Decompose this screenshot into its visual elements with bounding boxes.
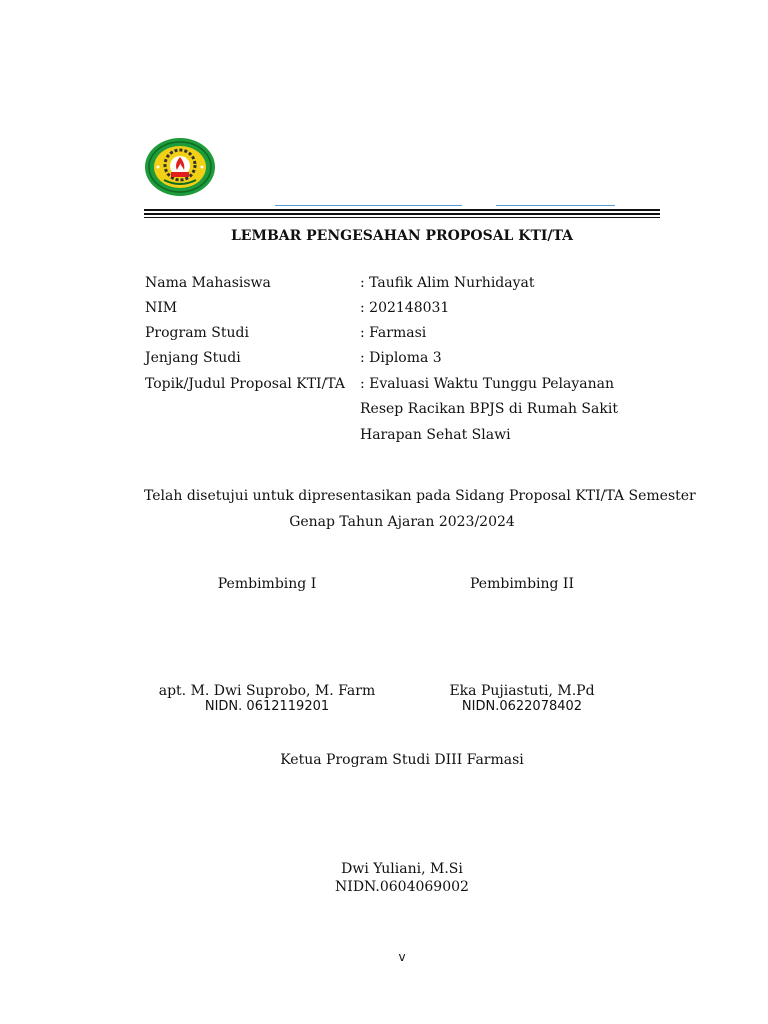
advisor2-name: Eka Pujiastuti, M.Pd	[449, 683, 595, 699]
header-link-underline	[496, 205, 615, 206]
info-label-judul: Topik/Judul Proposal KTI/TA	[145, 376, 345, 392]
header-rule	[144, 213, 660, 215]
page-title: LEMBAR PENGESAHAN PROPOSAL KTI/TA	[230, 228, 574, 244]
info-value-nim: : 202148031	[360, 300, 450, 316]
head-name: Dwi Yuliani, M.Si	[341, 861, 463, 877]
info-value-judul: : Evaluasi Waktu Tunggu Pelayanan	[360, 376, 614, 392]
info-value-judul-line2: Resep Racikan BPJS di Rumah Sakit	[360, 401, 618, 417]
header-link-underline	[275, 205, 462, 206]
approval-statement-line1: Telah disetujui untuk dipresentasikan pada Sidang Proposal KTI/TA Semester	[144, 488, 696, 504]
institution-logo	[144, 136, 216, 198]
advisor1-id: NIDN. 0612119201	[204, 699, 330, 714]
head-id: NIDN.0604069002	[335, 879, 469, 895]
info-label-program-studi: Program Studi	[145, 325, 249, 341]
logo-emblem-icon	[144, 136, 216, 198]
approval-statement-line2: Genap Tahun Ajaran 2023/2024	[289, 514, 515, 530]
info-label-nim: NIM	[145, 300, 178, 316]
head-role: Ketua Program Studi DIII Farmasi	[280, 752, 524, 768]
info-value-program-studi: : Farmasi	[360, 325, 427, 341]
info-value-judul-line3: Harapan Sehat Slawi	[360, 427, 511, 443]
info-value-nama: : Taufik Alim Nurhidayat	[360, 275, 535, 291]
info-label-jenjang-studi: Jenjang Studi	[145, 350, 241, 366]
page-number: v	[398, 950, 406, 964]
advisor2-id: NIDN.0622078402	[461, 699, 583, 714]
header-rule	[144, 209, 660, 211]
advisor1-name: apt. M. Dwi Suprobo, M. Farm	[158, 683, 376, 699]
info-label-nama: Nama Mahasiswa	[145, 275, 271, 291]
advisor2-role: Pembimbing II	[470, 576, 574, 592]
advisor1-role: Pembimbing I	[217, 576, 317, 592]
header-rule	[144, 217, 660, 218]
info-value-jenjang-studi: : Diploma 3	[360, 350, 442, 366]
